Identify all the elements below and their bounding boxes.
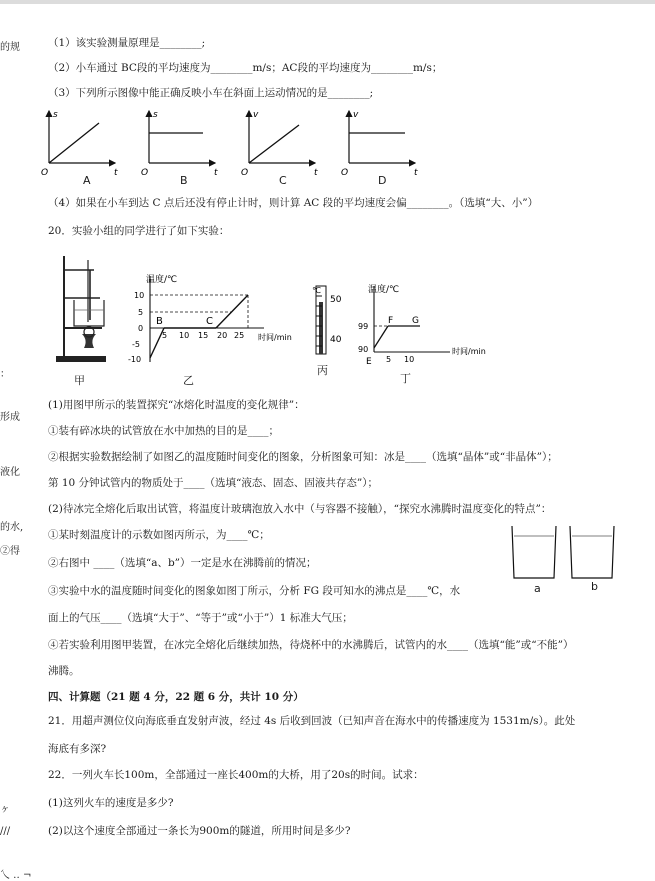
graph-b-origin: O	[141, 168, 149, 178]
graph-c-x-label: t	[314, 168, 318, 178]
q20-s6: ①某时刻温度计的示数如图丙所示，为____℃；	[48, 529, 270, 541]
beakers-figure	[508, 522, 618, 586]
q19-part3: （3）下列所示图像中能正确反映小车在斜面上运动情况的是________;	[48, 87, 374, 99]
q22-part1: (1)这列火车的速度是多少?	[48, 797, 174, 809]
svg-text:40: 40	[330, 335, 342, 345]
q20-s9: 面上的气压____（选填“大于”、“等于”或“小于”）1 标准大气压；	[48, 612, 353, 624]
point-g-label: G	[412, 316, 419, 326]
fig-jia-caption: 甲	[74, 374, 85, 387]
q21-line1: 21．用超声测位仪向海底垂直发射声波，经过 4s 后收到回波（已知声音在海水中的传播速度为 1531m/s）。此处	[48, 715, 576, 727]
melting-graph	[122, 270, 302, 370]
beaker-a-label: a	[534, 582, 541, 595]
svg-text:20: 20	[217, 331, 228, 340]
top-scan-band	[0, 0, 655, 4]
q19-part2: （2）小车通过 BC段的平均速度为________m/s；AC段的平均速度为________m/s；	[48, 62, 443, 74]
svg-text:10: 10	[404, 355, 415, 364]
graph-a-letter: A	[83, 174, 91, 187]
point-b-label: B	[156, 316, 163, 327]
left-edge-fragment: ：	[0, 369, 10, 380]
fig-yi-caption: 乙	[183, 374, 194, 387]
q20-s4: 第 10 分钟试管内的物质处于____（选填“液态、固态、固液共存态”）；	[48, 477, 379, 489]
q21-line2: 海底有多深?	[48, 743, 107, 755]
svg-text:5: 5	[386, 355, 392, 364]
graph-d	[341, 110, 418, 178]
fig-bing-caption: 丙	[317, 364, 328, 377]
graph-d-origin: O	[341, 168, 349, 178]
svg-text:10: 10	[134, 291, 145, 300]
point-e-label: E	[366, 357, 372, 367]
thermometer-figure	[310, 282, 350, 362]
svg-text:10: 10	[179, 331, 190, 340]
q20-s3: ②根据实验数据绘制了如图乙的温度随时间变化的图象，分析图象可知：冰是____（选填“晶体”或“非晶体”）；	[48, 451, 558, 463]
q22-part2: (2)以这个速度全部通过一条长为900m的隧道，所用时间是多少?	[48, 825, 351, 837]
left-edge-fragment: 形成	[0, 412, 20, 423]
q20-s8: ③实验中水的温度随时间变化的图象如图丁所示，分析 FG 段可知水的沸点是____℃，水	[48, 585, 461, 597]
left-edge-fragment: ///	[0, 826, 11, 837]
point-f-label: F	[388, 316, 394, 326]
graph-d-x-label: t	[414, 168, 418, 178]
q20-s1: (1)用图甲所示的装置探究“冰熔化时温度的变化规律”：	[48, 399, 305, 411]
q20-s7: ②右图中 ____（选填“a、b”）一定是水在沸腾前的情况；	[48, 557, 317, 569]
q22-intro: 22．一列火车长100m，全部通过一座长400m的大桥，用了20s的时间。试求：	[48, 769, 424, 781]
svg-text:15: 15	[198, 331, 209, 340]
graph-b-x-label: t	[214, 168, 218, 178]
left-edge-fragment: 乀 ‥ ¬	[0, 870, 32, 881]
svg-text:0: 0	[138, 324, 144, 333]
svg-text:90: 90	[358, 345, 369, 354]
q20-s2: ①装有碎冰块的试管放在水中加热的目的是____；	[48, 425, 279, 437]
q19-motion-graphs	[35, 105, 425, 185]
point-c-label: C	[206, 316, 213, 327]
beaker-b-label: b	[591, 580, 598, 593]
q20-intro: 20．实验小组的同学进行了如下实验：	[48, 225, 230, 237]
svg-text:-5: -5	[132, 340, 140, 349]
q20-s10: ④若实验利用图甲装置，在冰完全熔化后继续加热，待烧杯中的水沸腾后，试管内的水____（选填“能”或“不能”）	[48, 639, 574, 651]
svg-text:99: 99	[358, 322, 369, 331]
left-edge-fragment: 的水,	[0, 522, 24, 533]
graph-a-origin: O	[41, 168, 49, 178]
q19-part4: （4）如果在小车到达 C 点后还没有停止计时，则计算 AC 段的平均速度会偏________。（选填“大、小”）	[48, 197, 539, 209]
graph-c-letter: C	[279, 174, 287, 187]
svg-text:5: 5	[138, 308, 144, 317]
fig-ding-caption: 丁	[400, 372, 411, 385]
graph-a-x-label: t	[114, 168, 118, 178]
apparatus-figure	[44, 252, 114, 372]
section4-heading: 四、计算题（21 题 4 分，22 题 6 分，共计 10 分）	[48, 691, 304, 703]
svg-text:50: 50	[330, 295, 342, 305]
left-edge-fragment: 的规	[0, 42, 20, 53]
graph-c-y-label: v	[253, 110, 259, 120]
svg-text:5: 5	[162, 331, 168, 340]
graph-d-y-label: v	[353, 110, 359, 120]
boiling-graph-y-label: 温度/℃	[368, 285, 400, 295]
q19-part1: （1）该实验测量原理是________;	[48, 37, 206, 49]
q20-s5: (2)待冰完全熔化后取出试管，将温度计玻璃泡放入水中（与容器不接触），“探究水沸腾时温度变化的特点”：	[48, 503, 552, 515]
q20-s11: 沸腾。	[48, 665, 80, 677]
graph-a	[41, 110, 118, 178]
graph-c-origin: O	[241, 168, 249, 178]
graph-c-curve	[249, 125, 299, 163]
left-edge-fragment: 液化	[0, 467, 20, 478]
left-edge-fragment: ヶ	[0, 804, 10, 815]
svg-text:-10: -10	[128, 355, 142, 364]
graph-b-y-label: s	[153, 110, 158, 120]
graph-b-letter: B	[180, 174, 188, 187]
boiling-graph	[352, 280, 492, 370]
graph-d-letter: D	[378, 174, 387, 187]
graph-b	[141, 110, 218, 178]
melting-graph-y-label: 温度/℃	[146, 275, 178, 285]
graph-a-y-label: s	[53, 110, 58, 120]
svg-text:25: 25	[234, 331, 245, 340]
graph-a-curve	[49, 123, 99, 163]
thermometer-unit: ℃	[312, 286, 321, 295]
graph-c	[241, 110, 318, 178]
left-edge-fragment: ②得	[0, 546, 20, 557]
boiling-graph-x-label: 时间/min	[452, 347, 486, 356]
melting-graph-x-label: 时间/min	[258, 333, 292, 342]
